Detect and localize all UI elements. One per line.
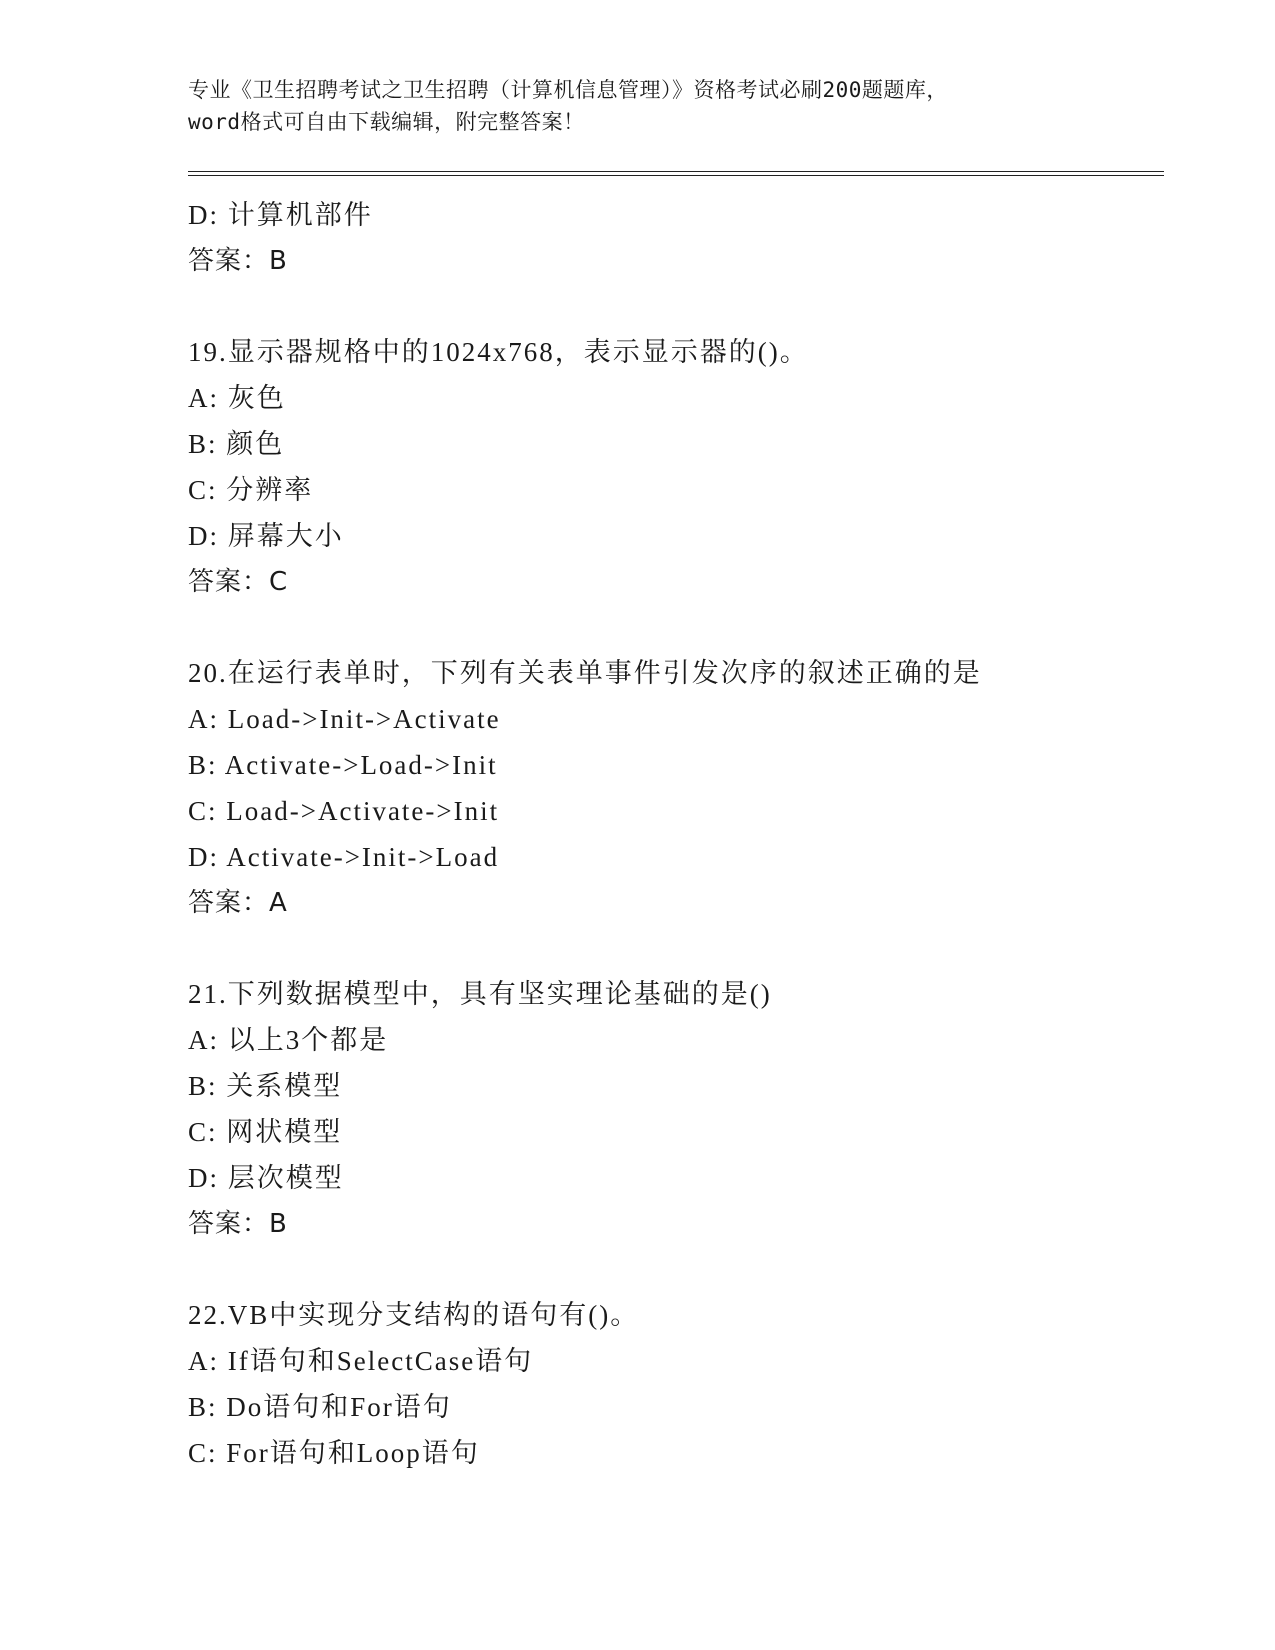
header-rule-bottom — [188, 175, 1164, 176]
header-title-line-2: word格式可自由下载编辑，附完整答案！ — [188, 110, 585, 134]
question-block-20 — [188, 650, 1168, 926]
question-stem: 22.VB中实现分支结构的语句有()。 — [188, 1300, 640, 1330]
question-stem: 21.下列数据模型中，具有坚实理论基础的是() — [188, 979, 772, 1009]
option-c: C: 分辨率 — [188, 475, 314, 505]
option-d: D: 层次模型 — [188, 1163, 344, 1193]
option-b: B: Do语句和For语句 — [188, 1392, 452, 1422]
question-stem: 20.在运行表单时，下列有关表单事件引发次序的叙述正确的是 — [188, 658, 982, 688]
option-c: C: For语句和Loop语句 — [188, 1438, 480, 1468]
answer-label: 答案：B — [188, 1209, 288, 1239]
question-block-19 — [188, 329, 1168, 605]
question-list — [188, 192, 1168, 1476]
question-block-22 — [188, 1292, 1168, 1476]
document-header — [188, 74, 1088, 138]
option-b: B: Activate->Load->Init — [188, 750, 498, 780]
header-rule-top — [188, 171, 1164, 172]
answer-label: 答案：A — [188, 888, 288, 918]
option-b: B: 关系模型 — [188, 1071, 343, 1101]
option-c: C: Load->Activate->Init — [188, 796, 500, 826]
option-a: A: If语句和SelectCase语句 — [188, 1346, 534, 1376]
option-c: C: 网状模型 — [188, 1117, 343, 1147]
option-d: D: 屏幕大小 — [188, 521, 344, 551]
answer-label: 答案：C — [188, 567, 289, 597]
option-d: D: Activate->Init->Load — [188, 842, 500, 872]
question-block-21 — [188, 971, 1168, 1247]
option-b: B: 颜色 — [188, 429, 285, 459]
option-a: A: 灰色 — [188, 383, 286, 413]
question-stem: 19.显示器规格中的1024x768，表示显示器的()。 — [188, 337, 809, 367]
answer-label: 答案：B — [188, 246, 288, 276]
option-d: D: 计算机部件 — [188, 200, 373, 230]
option-a: A: Load->Init->Activate — [188, 704, 501, 734]
header-title-line-1: 专业《卫生招聘考试之卫生招聘（计算机信息管理）》资格考试必刷200题题库， — [188, 78, 948, 102]
option-a: A: 以上3个都是 — [188, 1025, 389, 1055]
